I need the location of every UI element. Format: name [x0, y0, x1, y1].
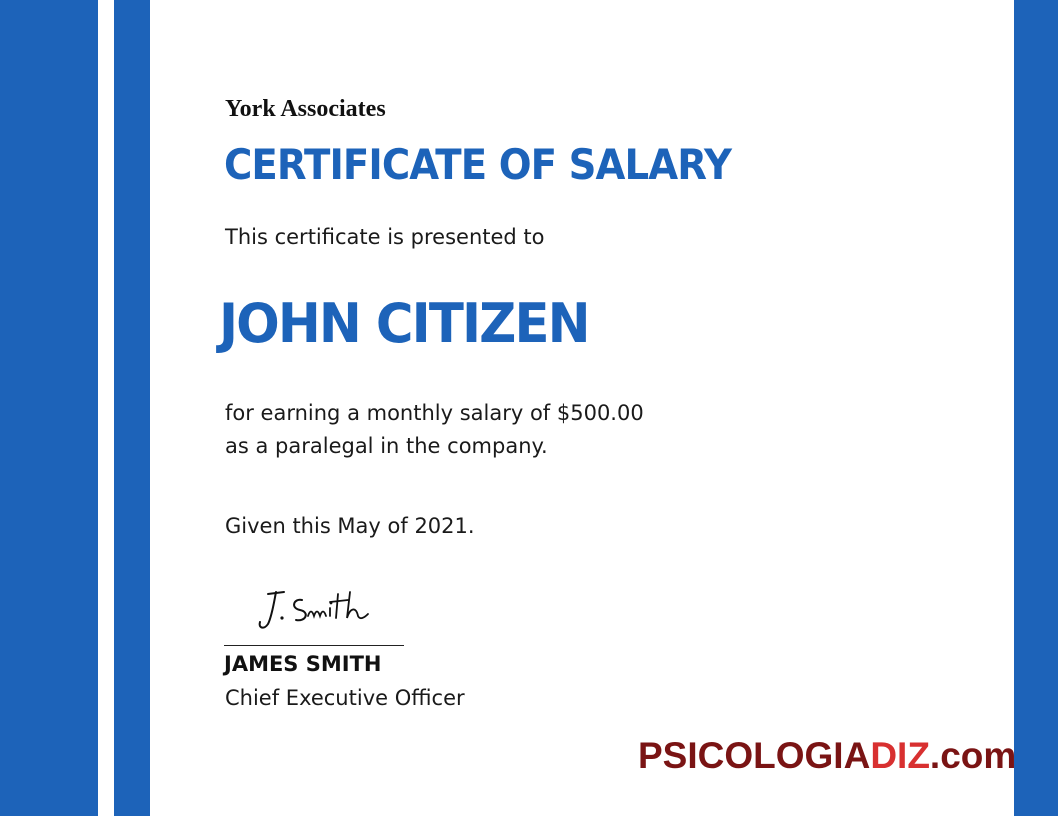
right-stripe: [1014, 0, 1058, 816]
signer-name: JAMES SMITH: [224, 652, 382, 676]
given-date-line: Given this May of 2021.: [225, 514, 475, 538]
watermark-part-3: .com: [929, 735, 1017, 776]
recipient-name: JOHN CITIZEN: [219, 292, 589, 355]
watermark-part-1: PSICOLOGIA: [638, 735, 871, 776]
salary-line: for earning a monthly salary of $500.00: [225, 401, 644, 425]
presented-text: This certificate is presented to: [225, 225, 545, 249]
signer-title: Chief Executive Officer: [225, 686, 465, 710]
role-line: as a paralegal in the company.: [225, 434, 548, 458]
watermark: [638, 735, 1016, 777]
left-outer-stripe: [0, 0, 98, 816]
company-name: York Associates: [225, 96, 386, 122]
watermark-part-2: DIZ: [870, 735, 930, 776]
signature-image: [254, 588, 374, 634]
certificate-title: CERTIFICATE OF SALARY: [224, 140, 732, 189]
signature-line: [224, 645, 404, 646]
left-inner-stripe: [114, 0, 150, 816]
